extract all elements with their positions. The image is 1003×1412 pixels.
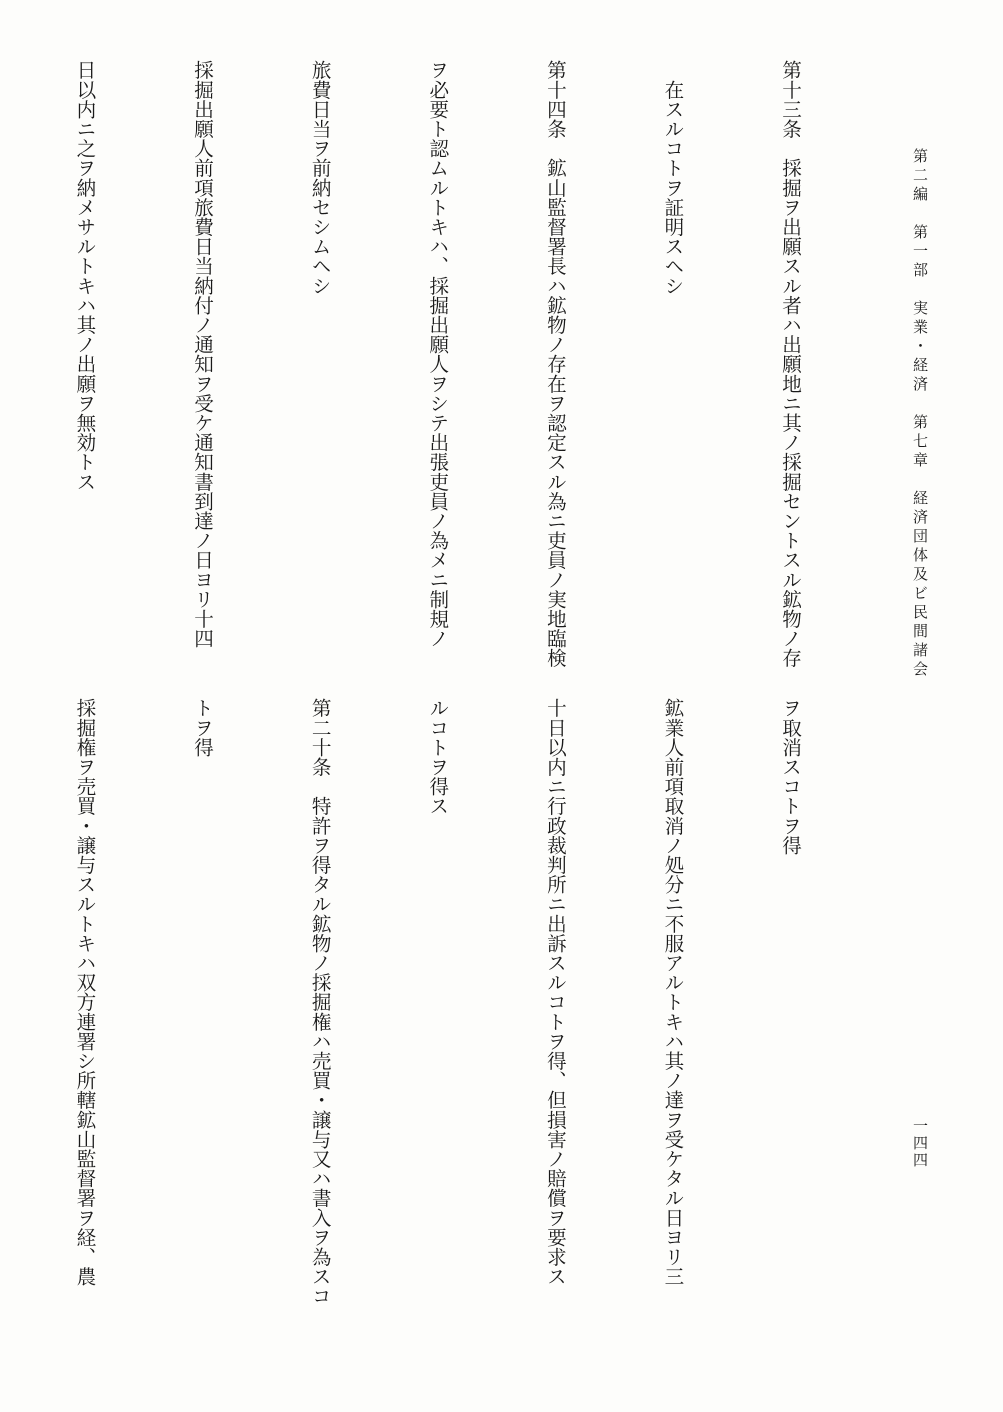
- text-line: 第十四条 鉱山監督署長ハ鉱物ノ存在ヲ認定スル為ニ吏員ノ実地臨検: [543, 60, 567, 668]
- text-block-top: [72, 60, 888, 680]
- running-header: 第二編 第一部 実業・経済 第七章 経済団体及ビ民間諸会: [911, 148, 929, 680]
- text-line: 十日以内ニ行政裁判所ニ出訴スルコトヲ得、但損害ノ賠償ヲ要求ス: [543, 698, 567, 1286]
- text-line: ヲ必要ト認ムルトキハ、採掘出願人ヲシテ出張吏員ノ為メニ制規ノ: [425, 60, 449, 648]
- text-line: 旅費日当ヲ前納セシムヘシ: [308, 60, 332, 296]
- text-line: 採掘出願人前項旅費日当納付ノ通知ヲ受ケ通知書到達ノ日ヨリ十四: [190, 60, 214, 648]
- page-number: 一四四: [911, 1118, 929, 1169]
- text-line: 第二十条 特許ヲ得タル鉱物ノ採掘権ハ売買・譲与又ハ書入ヲ為スコ: [308, 698, 332, 1306]
- text-line: トヲ得: [190, 698, 214, 757]
- text-block-bottom: [72, 698, 888, 1378]
- text-line: ヲ取消スコトヲ得: [778, 698, 802, 855]
- text-line: 日以内ニ之ヲ納メサルトキハ其ノ出願ヲ無効トス: [72, 60, 96, 492]
- text-line: 第十三条 採掘ヲ出願スル者ハ出願地ニ其ノ採掘セントスル鉱物ノ存: [778, 60, 802, 668]
- text-line: 在スルコトヲ証明スヘシ: [660, 60, 684, 296]
- text-line: 鉱業人前項取消ノ処分ニ不服アルトキハ其ノ達ヲ受ケタル日ヨリ三: [660, 698, 684, 1286]
- text-line: ルコトヲ得ス: [425, 698, 449, 816]
- text-line: 採掘権ヲ売買・譲与スルトキハ双方連署シ所轄鉱山監督署ヲ経、農: [72, 698, 96, 1286]
